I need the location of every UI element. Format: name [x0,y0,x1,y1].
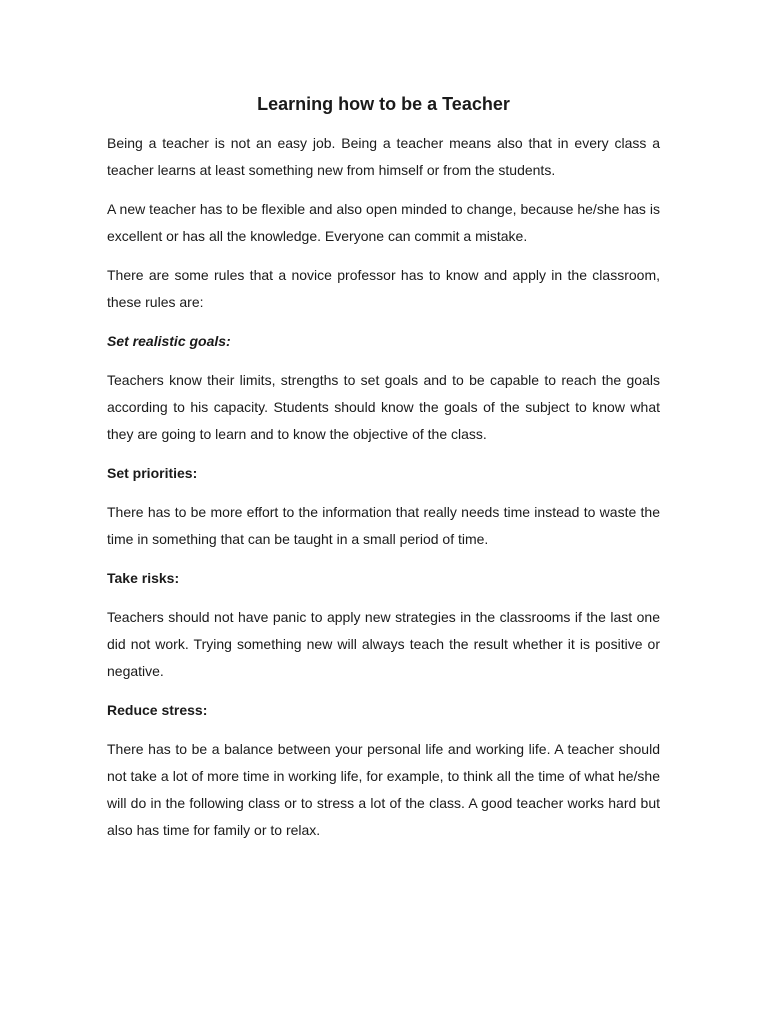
intro-paragraph-1: Being a teacher is not an easy job. Being a teacher means also that in every class a teacher learns at least something new from himself or from the students. [107,135,660,178]
section-body-risks: Teachers should not have panic to apply new strategies in the classrooms if the last one did not work. Trying something new will always teach the result whether it is positive or negative. [107,609,660,679]
section-heading-priorities: Set priorities: [107,465,198,481]
section-heading-stress: Reduce stress: [107,702,208,718]
section-heading-risks: Take risks: [107,570,180,586]
section-body-stress: There has to be a balance between your personal life and working life. A teacher should not take a lot of more time in working life, for example, to think all the time of what he/she will do in the following class or to stress a lot of the class. A good teacher works hard but also has time for family or to relax. [107,741,660,838]
section-body-goals: Teachers know their limits, strengths to set goals and to be capable to reach the goals according to his capacity. Students should know the goals of the subject to know what they are going to learn and to know the objective of the class. [107,372,660,442]
section-heading-goals: Set realistic goals: [107,333,231,349]
intro-paragraph-2: A new teacher has to be flexible and also open minded to change, because he/she has is excellent or has all the knowledge. Everyone can commit a mistake. [107,201,660,244]
intro-paragraph-3: There are some rules that a novice professor has to know and apply in the classroom, these rules are: [107,267,660,310]
section-body-priorities: There has to be more effort to the information that really needs time instead to waste the time in something that can be taught in a small period of time. [107,504,660,547]
document-page [107,92,660,856]
document-title: Learning how to be a Teacher [257,94,510,114]
